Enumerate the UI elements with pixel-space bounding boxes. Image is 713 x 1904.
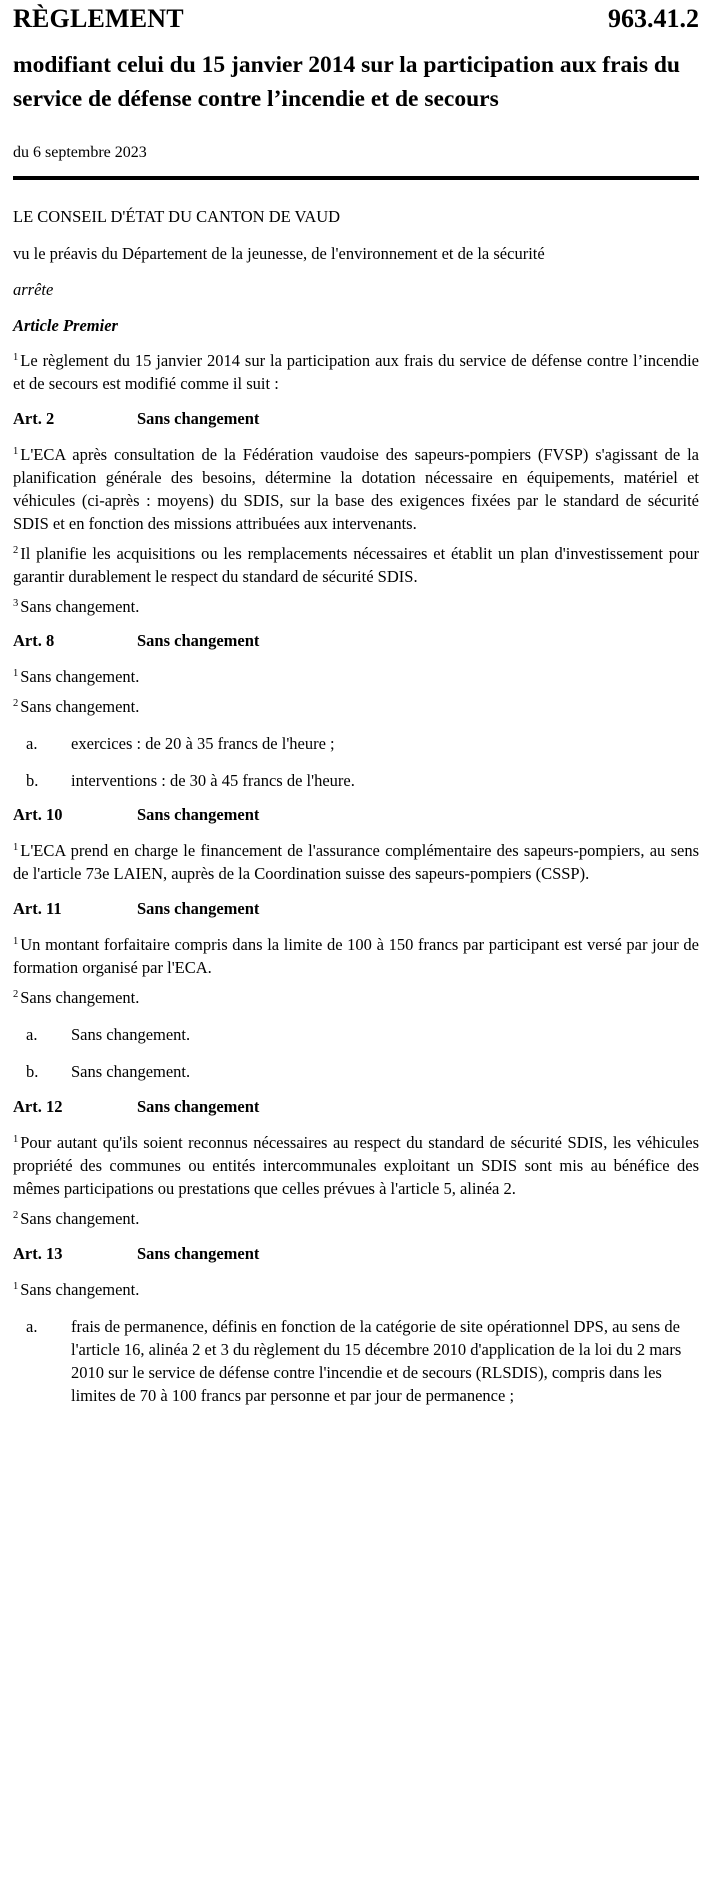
preamble-authority: LE CONSEIL D'ÉTAT DU CANTON DE VAUD: [13, 207, 341, 226]
paragraph-text: Il planifie les acquisitions ou les remplacements nécessaires et établit un plan d'investissement pour garantir durablement le respect du standard de sécurité SDIS.: [13, 544, 699, 586]
article-status: Sans changement: [137, 1097, 260, 1116]
paragraph-number: 3: [13, 598, 19, 609]
article-number: Art. 2: [13, 409, 55, 428]
paragraph-number: 2: [13, 545, 19, 556]
article-paragraph: [13, 1278, 699, 1301]
document-number: 963.41.2: [608, 4, 699, 33]
article-status: Sans changement: [137, 631, 260, 650]
preamble-considering: vu le préavis du Département de la jeunesse, de l'environnement et de la sécurité: [13, 244, 545, 263]
paragraph-number: 1: [13, 1281, 19, 1292]
list-item-letter: a.: [26, 1025, 38, 1044]
article-number: Art. 12: [13, 1097, 63, 1116]
list-item-letter: a.: [26, 734, 38, 753]
header-divider: [13, 176, 699, 180]
article-status: Sans changement: [137, 805, 260, 824]
article-paragraph: [13, 839, 699, 885]
article-paragraph: [13, 1131, 699, 1200]
article-heading: [13, 1097, 699, 1117]
paragraph-number: 1: [13, 668, 19, 679]
paragraph-text: Sans changement.: [20, 1209, 140, 1228]
article-heading: [13, 899, 699, 919]
document-date: du 6 septembre 2023: [13, 144, 147, 161]
article-number: Art. 8: [13, 631, 55, 650]
paragraph-text: Un montant forfaitaire compris dans la limite de 100 à 150 francs par participant est versé par jour de formation organisé par l'ECA.: [13, 935, 699, 977]
article-paragraph: [13, 695, 699, 718]
list-item-letter: b.: [26, 771, 39, 790]
article-heading: [13, 805, 699, 825]
article-number: Art. 13: [13, 1244, 63, 1263]
article-paragraph: [13, 595, 699, 618]
list-item-text: Sans changement.: [71, 1062, 191, 1081]
preamble-decrees: arrête: [13, 280, 54, 299]
list-item-letter: b.: [26, 1062, 39, 1081]
article-heading: [13, 409, 699, 429]
list-item: [13, 1060, 699, 1083]
list-item-text: interventions : de 30 à 45 francs de l'heure.: [71, 771, 355, 790]
paragraph-text: Le règlement du 15 janvier 2014 sur la participation aux frais du service de défense contre l’incendie et de secours est modifié comme il suit :: [13, 351, 699, 393]
list-item: [13, 1315, 699, 1407]
paragraph-text: Sans changement.: [20, 597, 140, 616]
paragraph-text: Pour autant qu'ils soient reconnus nécessaires au respect du standard de sécurité SDIS, les véhicules propriété des communes ou entités intercommunales exploitant un SDIS sont mis au bénéfice des mêmes participations ou prestations que celles prévues à l'article 5, alinéa 2.: [13, 1133, 699, 1198]
paragraph-number: 2: [13, 1210, 19, 1221]
paragraph-number: 1: [13, 446, 19, 457]
article-premier-heading: Article Premier: [13, 316, 118, 335]
paragraph-text: L'ECA après consultation de la Fédération vaudoise des sapeurs-pompiers (FVSP) s'agissant de la planification générale des besoins, détermine la dotation nécessaire en équipements, matériel et véhicules (ci-après : moyens) du SDIS, sur la base des exigences fixées par le standard de sécurité SDIS et en fonction des missions attribuées aux intervenants.: [13, 445, 699, 533]
list-item-letter: a.: [26, 1317, 38, 1336]
document-header: [13, 0, 699, 34]
article-paragraph: [13, 986, 699, 1009]
article-heading: [13, 631, 699, 651]
paragraph-text: L'ECA prend en charge le financement de l'assurance complémentaire des sapeurs-pompiers, au sens de l'article 73e LAIEN, auprès de la Coordination suisse des sapeurs-pompiers (CSSP).: [13, 841, 699, 883]
paragraph-text: Sans changement.: [20, 667, 140, 686]
list-item-text: exercices : de 20 à 35 francs de l'heure ;: [71, 734, 335, 753]
article-status: Sans changement: [137, 409, 260, 428]
article-heading: [13, 1244, 699, 1264]
article-paragraph: [13, 542, 699, 588]
paragraph-number: 2: [13, 698, 19, 709]
paragraph-number: 1: [13, 1134, 19, 1145]
list-item-text: Sans changement.: [71, 1025, 191, 1044]
list-item: [13, 732, 699, 755]
list-item-text: frais de permanence, définis en fonction de la catégorie de site opérationnel DPS, au sens de l'article 16, alinéa 2 et 3 du règlement du 15 décembre 2010 d'application de la loi du 2 mars 2010 sur le service de défense contre l'incendie et de secours (RLSDIS), compris dans les limites de 70 à 100 francs par personne et par jour de permanence ;: [71, 1317, 682, 1405]
article-number: Art. 11: [13, 899, 62, 918]
article-paragraph: [13, 665, 699, 688]
article-paragraph: [13, 1207, 699, 1230]
paragraph-text: Sans changement.: [20, 988, 140, 1007]
article-number: Art. 10: [13, 805, 63, 824]
paragraph-number: 2: [13, 989, 19, 1000]
document-type: RÈGLEMENT: [13, 4, 184, 33]
article-paragraph: [13, 933, 699, 979]
paragraph-number: 1: [13, 352, 19, 363]
list-item: [13, 1023, 699, 1046]
article-premier-paragraph: [13, 349, 699, 395]
list-item: [13, 769, 699, 792]
article-status: Sans changement: [137, 1244, 260, 1263]
paragraph-number: 1: [13, 842, 19, 853]
paragraph-number: 1: [13, 936, 19, 947]
article-status: Sans changement: [137, 899, 260, 918]
document-subtitle: modifiant celui du 15 janvier 2014 sur la participation aux frais du service de défense contre l’incendie et de secours: [13, 52, 680, 112]
paragraph-text: Sans changement.: [20, 697, 140, 716]
article-paragraph: [13, 443, 699, 535]
paragraph-text: Sans changement.: [20, 1280, 140, 1299]
